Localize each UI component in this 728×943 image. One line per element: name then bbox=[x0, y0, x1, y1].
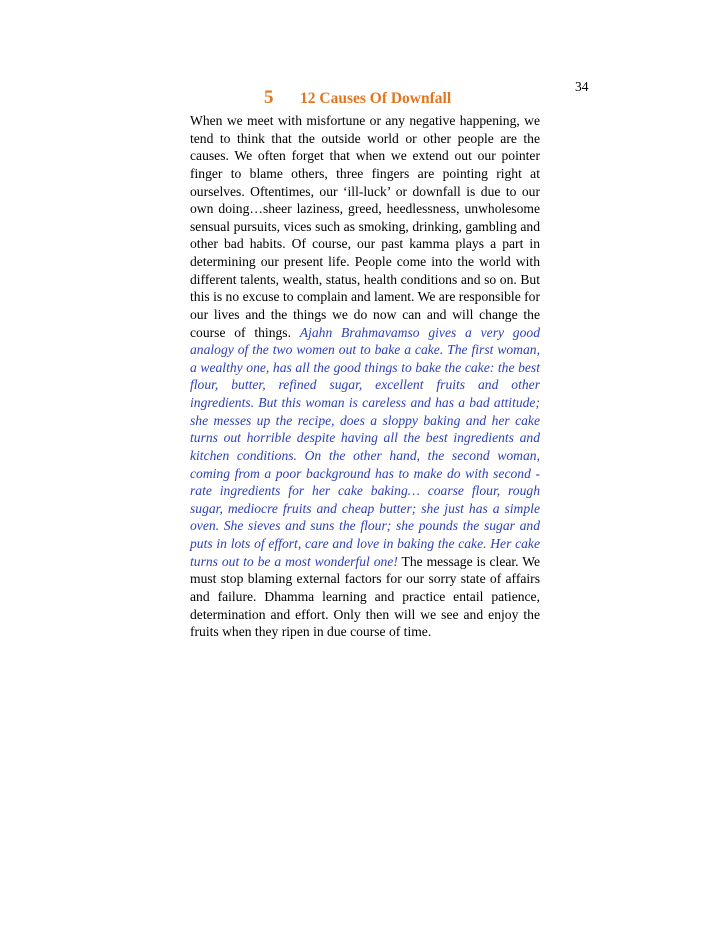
page-number: 34 bbox=[575, 79, 589, 94]
conclusion-text: The message is clear. We must stop blaming external factors for our sorry state of affairs and failure. Dhamma learning and practice entail patience, determination and effort. Only then will we see and enjoy the fruits when they ripen in due course of time. bbox=[190, 553, 541, 640]
body-paragraph bbox=[190, 112, 540, 641]
analogy-quote: Ajahn Brahmavamso gives a very good analogy of the two women out to bake a cake. The first woman, a wealthy one, has all the good things to bake the cake: the best flour, butter, refined sugar, excellent fruits and other ingredients. But this woman is careless and has a bad attitude; she messes up the recipe, does a sloppy baking and her cake turns out horrible despite having all the best ingredients and kitchen conditions. On the other hand, the second woman, coming from a poor background has to make do with second - rate ingredients for her cake baking… coarse flour, rough sugar, mediocre fruits and cheap butter; she just has a simple oven. She sieves and suns the flour; she pounds the sugar and puts in lots of effort, care and love in baking the cake. Her cake turns out to be a most wonderful one! bbox=[190, 324, 540, 569]
chapter-number: 5 bbox=[264, 87, 274, 108]
chapter-heading bbox=[190, 86, 540, 112]
intro-text: When we meet with misfortune or any negative happening, we tend to think that the outside world or other people are the causes. We often forget that when we extend out our pointer finger to blame others, three fingers are pointing right at ourselves. Oftentimes, our ‘ill-luck’ or downfall is due to our own doing…sheer laziness, greed, heedlessness, unwholesome sensual pursuits, vices such as smoking, drinking, gambling and other bad habits. Of course, our past kamma plays a part in determining our present life. People come into the world with different talents, wealth, status, health conditions and so on. But this is no excuse to complain and lament. We are responsible for our lives and the things we do now can and will change the course of things. bbox=[190, 113, 540, 340]
chapter-title: 12 Causes Of Downfall bbox=[300, 90, 452, 107]
